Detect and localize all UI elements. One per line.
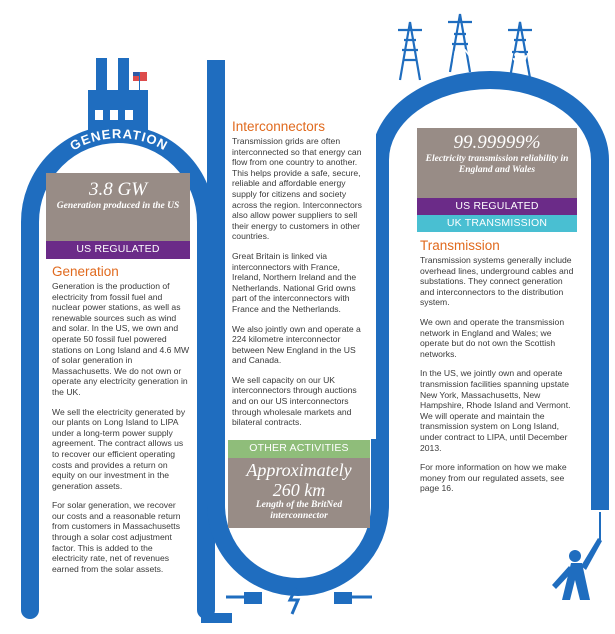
transmission-stat-caption: Electricity transmission reliability in England and Wales xyxy=(425,154,569,175)
left-middle-connector xyxy=(206,600,232,618)
generation-stat xyxy=(46,173,190,241)
generation-badge: US REGULATED xyxy=(46,241,190,259)
interconnectors-title: Interconnectors xyxy=(232,119,326,134)
interconnectors-paragraph: Transmission grids are often interconnected so that energy can flow from one country to another. This helps provide a safe, secure, reliable and affordable energy supply for citizens and society across the region. Interconnectors also allow power suppliers to sell their energy to customers in other countries. xyxy=(232,136,362,242)
transmission-stat-value: 99.99999% xyxy=(453,132,541,153)
interconnectors-arc-label: INTERCONNECTORS xyxy=(239,528,357,567)
other-activities-badge: OTHER ACTIVITIES xyxy=(228,440,370,458)
worker-icon xyxy=(552,512,602,600)
generation-panel xyxy=(46,262,196,596)
transmission-paragraph: Transmission systems generally include overhead lines, underground cables and substations. They connect generation and interconnectors to the distribution system. xyxy=(420,255,574,308)
interconnectors-stat-value: Approximately 260 km xyxy=(246,460,352,500)
transmission-paragraph: For more information on how we make money from our regulated assets, see page 16. xyxy=(420,462,567,494)
generation-paragraph: Generation is the production of electricity from fossil fuel and nuclear power stations, as well as renewable sources such as wind and solar. In the US, we own and operate 50 fossil fuel powered stations on Long Island and 4.6 MW of solar generation in Massachusetts. We do not own or operate any electricity generation in the UK. xyxy=(52,281,190,397)
generation-arc-label: GENERATION xyxy=(67,126,171,154)
svg-text:INTERCONNECTORS xyxy=(240,529,356,567)
interconnectors-stat-caption: Length of the BritNed interconnector xyxy=(255,500,343,521)
generation-paragraph: We sell the electricity generated by our plants on Long Island to LIPA under a long-term power supply agreement. The contract allows us to recover our efficient operating costs and provides a return on equity on our investment in the generation assets. xyxy=(52,406,186,491)
interconnectors-panel xyxy=(226,117,376,439)
interconnectors-paragraph: We sell capacity on our UK interconnectors through auctions and on our US interconnectors through wholesale markets and bilateral contracts. xyxy=(232,374,357,428)
interconnectors-paragraph: Great Britain is linked via interconnectors with France, Ireland, Northern Ireland and the Netherlands. National Grid owns part of the interconnectors with France and the Netherlands. xyxy=(232,250,357,314)
transmission-us-badge: US REGULATED xyxy=(417,198,577,215)
transmission-paragraph: We own and operate the transmission network in England and Wales; we operate but do not own the Scottish networks. xyxy=(420,316,565,359)
interconnectors-stat xyxy=(228,458,370,528)
interconnectors-paragraph: We also jointly own and operate a 224 kilometre interconnector between New England in the US and Canada. xyxy=(232,323,361,366)
generation-paragraph: For solar generation, we recover our costs and a reasonable return from customers in Massachusetts through a solar cost adjustment factor. This is added to the electricity rate, net of revenues earned from the solar assets. xyxy=(52,500,181,574)
generation-title: Generation xyxy=(52,264,119,279)
transmission-panel xyxy=(414,236,584,508)
transmission-stat xyxy=(417,128,577,198)
transmission-paragraph: In the US, we jointly own and operate transmission facilities spanning upstate New York, Massachusetts, New Hampshire, Rhode Island and Vermont. We will operate and maintain the transmission system on Long Island, under contract to LIPA, until December 2013. xyxy=(420,368,571,453)
generation-stat-value: 3.8 GW xyxy=(88,179,148,200)
factory-icon xyxy=(88,58,148,132)
transmission-uk-badge: UK TRANSMISSION xyxy=(417,215,577,232)
transmission-arc-label: TRANSMISSION xyxy=(429,44,553,78)
transmission-title: Transmission xyxy=(420,238,500,253)
generation-stat-caption: Generation produced in the US xyxy=(56,201,180,211)
